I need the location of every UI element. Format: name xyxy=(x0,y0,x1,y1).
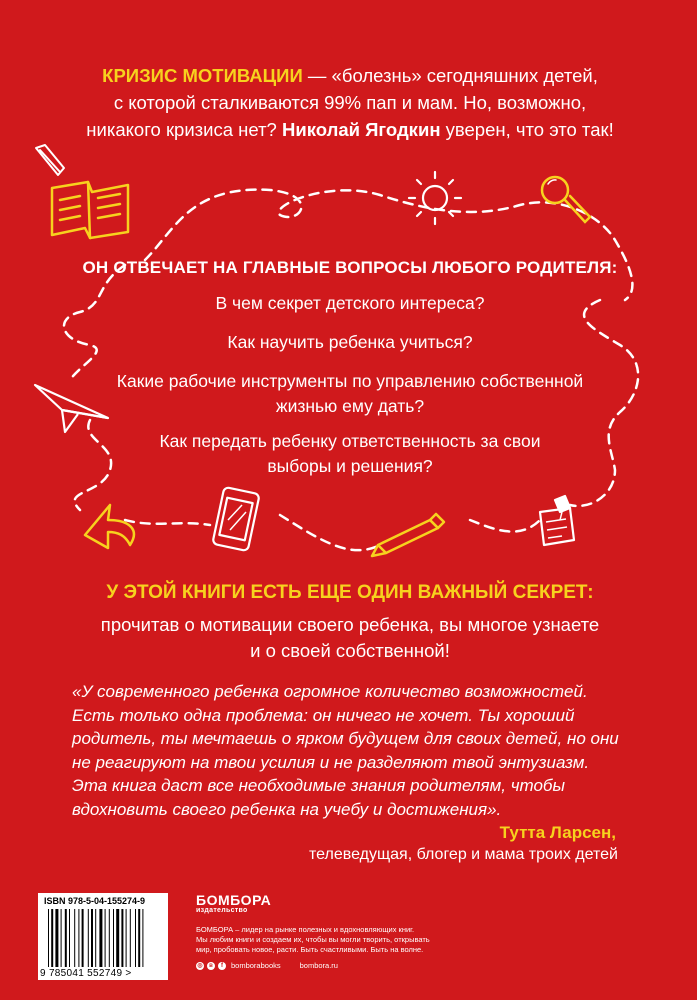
publisher-desc-line-1: БОМБОРА – лидер на рынке полезных и вдохновляющих книг. xyxy=(196,925,415,934)
intro-highlight: КРИЗИС МОТИВАЦИИ xyxy=(102,65,303,86)
instagram-icon[interactable]: ◎ xyxy=(197,963,203,969)
dashed-path-top xyxy=(145,190,632,300)
publisher-desc-line-3: мир, пробовать новое, расти. Быть счастливыми. Быть на волне. xyxy=(196,945,424,954)
quote-author-description: телеведущая, блогер и мама троих детей xyxy=(309,846,618,863)
isbn-text: ISBN 978-5-04-155274-9 xyxy=(44,896,146,906)
question-4-line-2: выборы и решения? xyxy=(267,456,433,476)
question-2: Как научить ребенка учиться? xyxy=(227,332,473,352)
pinned-paper-icon xyxy=(540,496,574,545)
social-links xyxy=(196,961,352,970)
barcode-bars xyxy=(38,893,168,980)
intro-text-2: с которой сталкиваются 99% пап и мам. Но, возможно, xyxy=(113,92,587,113)
magnifier-icon xyxy=(542,177,590,222)
barcode-digits: 9 785041 552749 > xyxy=(40,968,132,979)
testimonial-quote xyxy=(72,680,632,821)
paper-plane-icon xyxy=(35,385,108,432)
open-book-icon xyxy=(36,145,128,238)
publisher-site[interactable]: bombora.ru xyxy=(299,961,338,970)
publisher-name: БОМБОРА xyxy=(196,892,272,908)
arrow-icon xyxy=(85,505,134,548)
dashed-path-bottom xyxy=(125,515,540,550)
question-4-line-1: Как передать ребенку ответственность за свои xyxy=(159,431,541,451)
intro-author: Николай Ягодкин xyxy=(281,119,441,140)
vk-icon[interactable]: в xyxy=(207,962,215,970)
quote-line-6: вдохновить своего ребенка на учебу и достижения». xyxy=(72,799,502,819)
publisher-subtitle: издательство xyxy=(196,907,248,914)
questions-heading: ОН ОТВЕЧАЕТ НА ГЛАВНЫЕ ВОПРОСЫ ЛЮБОГО РОДИТЕЛЯ: xyxy=(82,258,618,277)
smartphone-icon xyxy=(212,487,259,551)
quote-line-5: Эта книга даст все необходимые знания родителям, чтобы xyxy=(72,776,565,795)
facebook-icon[interactable]: f xyxy=(218,962,226,970)
quote-line-2: Есть только одна проблема: он ничего не хочет. Ты хороший xyxy=(72,705,575,725)
secret-text xyxy=(100,612,600,664)
intro-text-1: — «болезнь» сегодняшних детей, xyxy=(302,65,598,86)
secret-heading: У ЭТОЙ КНИГИ ЕСТЬ ЕЩЕ ОДИН ВАЖНЫЙ СЕКРЕТ: xyxy=(106,582,594,603)
question-3 xyxy=(110,369,590,419)
dashed-path-left2 xyxy=(75,420,111,510)
dashed-path-left xyxy=(64,265,125,380)
question-1: В чем секрет детского интереса? xyxy=(215,293,485,313)
quote-author: Тутта Ларсен, xyxy=(499,823,616,842)
question-3-line-1: Какие рабочие инструменты по управлению собственной xyxy=(116,371,584,391)
intro-paragraph xyxy=(60,62,640,143)
intro-text-3: никакого кризиса нет? xyxy=(86,119,282,140)
secret-line-1: прочитав о мотивации своего ребенка, вы многое узнаете xyxy=(100,614,600,635)
question-3-line-2: жизнью ему дать? xyxy=(275,396,425,416)
sun-icon xyxy=(409,172,461,224)
question-4 xyxy=(110,429,590,479)
pencil-icon xyxy=(372,514,444,556)
publisher-description xyxy=(196,925,466,955)
quote-line-1: «У современного ребенка огромное количество возможностей. xyxy=(72,682,588,701)
social-handle[interactable]: bomborabooks xyxy=(231,961,281,970)
publisher-logo xyxy=(196,892,271,914)
quote-line-3: родитель, ты мечтаешь о ярком будущем для своих детей, но они xyxy=(72,729,619,748)
secret-line-2: и о своей собственной! xyxy=(250,640,450,661)
barcode xyxy=(38,893,168,980)
publisher-desc-line-2: Мы любим книги и создаем их, чтобы вы могли творить, открывать xyxy=(196,935,430,944)
quote-line-4: не реагируют на твои усилия и не разделяют твой энтузиазм. xyxy=(72,752,590,772)
intro-text-4: уверен, что это так! xyxy=(440,119,614,140)
